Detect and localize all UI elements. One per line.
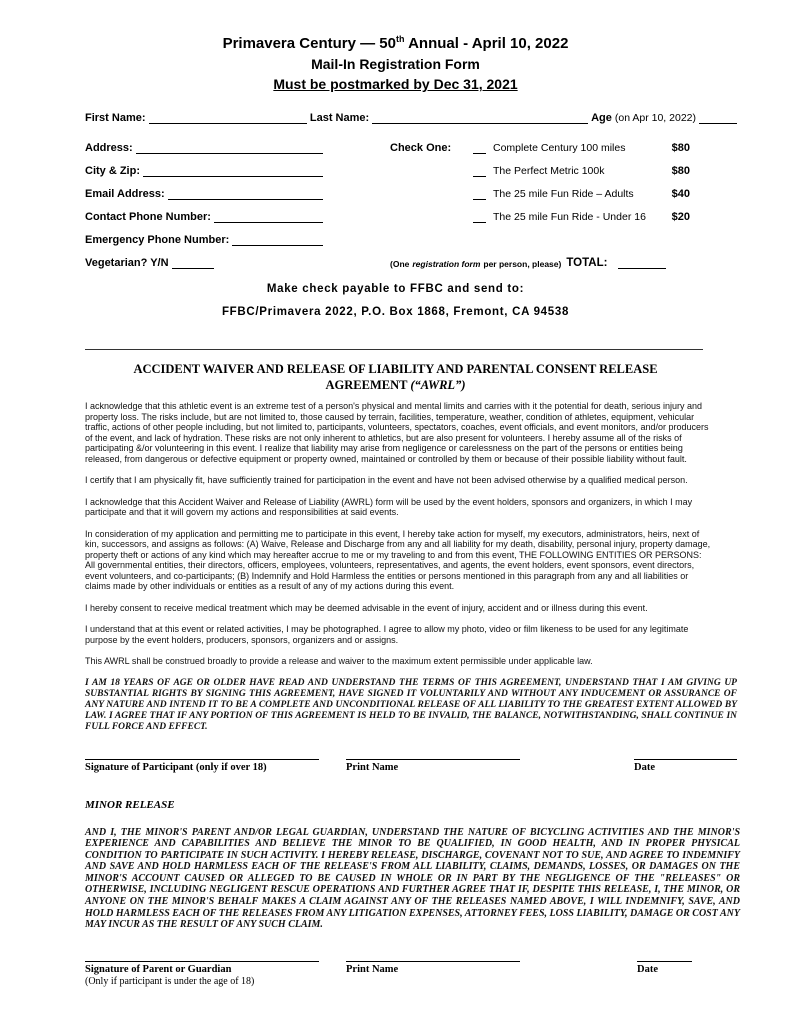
first-name-line: [149, 111, 307, 124]
guardian-signature-label: Signature of Parent or Guardian: [85, 963, 232, 975]
vegetarian-line: [172, 256, 214, 269]
age-label: Age: [591, 112, 612, 124]
one-form-note-italic: registration form: [412, 259, 481, 269]
contact-phone-label: Contact Phone Number:: [85, 211, 211, 223]
last-name-line: [372, 111, 588, 124]
section-divider: [85, 349, 703, 350]
one-form-note-pre: (One: [390, 259, 410, 269]
ride-option-fun-adults: [390, 188, 690, 200]
check-payable-line: Make check payable to FFBC and send to:: [266, 283, 525, 295]
form-subtitle: Mail-In Registration Form: [311, 56, 480, 72]
name-age-row: [85, 111, 737, 124]
form-grid: [85, 131, 690, 269]
postmark-deadline: Must be postmarked by Dec 31, 2021: [273, 76, 518, 92]
metric-option-label: The Perfect Metric 100k: [493, 165, 605, 177]
participant-signature-block: [85, 759, 319, 773]
age-note: (on Apr 10, 2022): [614, 112, 696, 124]
participant-date-label: Date: [634, 761, 655, 773]
century-option-label: Complete Century 100 miles: [493, 142, 626, 154]
metric-checkbox-line: [473, 166, 486, 177]
email-line: [168, 187, 323, 200]
guardian-signature-row: [85, 961, 737, 987]
vegetarian-label: Vegetarian? Y/N: [85, 257, 169, 269]
waiver-title-awrl: (“AWRL”): [410, 378, 466, 392]
fun-adults-checkbox-line: [473, 189, 486, 200]
fun-under16-price: $20: [671, 211, 690, 223]
last-name-label: Last Name:: [309, 112, 370, 124]
ride-option-century: [390, 142, 690, 154]
check-one-label: Check One:: [390, 142, 452, 154]
fun-adults-price: $40: [671, 188, 690, 200]
metric-price: $80: [671, 165, 690, 177]
mailing-address-line: FFBC/Primavera 2022, P.O. Box 1868, Fremont, CA 94538: [221, 306, 570, 318]
city-zip-label: City & Zip:: [85, 165, 140, 177]
waiver-paragraph-3: I acknowledge that this Accident Waiver and Release of Liability (AWRL) form will be used by the event holders, sponsors and organizers, in which I may participate and that it will govern my actions and responsibilities at said events.: [85, 496, 693, 517]
minor-release-paragraph: AND I, THE MINOR'S PARENT AND/OR LEGAL GUARDIAN, UNDERSTAND THE NATURE OF BICYCLING ACTIVITIES AND THE MINOR'S EXPERIENCE AND CAPABILITIES AND BELIEVE THE MINOR TO BE QUALIFIED, IN GOOD HEALTH, AND IN PROPER PHYSICAL CONDITION TO PARTICIPATE IN SUCH ACTIVITY. I HEREBY RELEASE, DISCHARGE, COVENANT NOT TO SUE, AND AGREE TO INDEMNIFY AND SAVE AND HOLD HARMLESS EACH OF THE RELEASE'S FROM ALL LIABILITY, CLAIMS, DEMANDS, LOSSES, OR DAMAGES ON THE MINOR'S ACCOUNT CAUSED OR ALLEGED TO BE CAUSED IN WHOLE OR IN PART BY THE NEGLIGENCE OF THE "RELEASES" OR OTHERWISE, INCLUDING NEGLIGENT RESCUE OPERATIONS AND FURTHER AGREE THAT IF, DESPITE THIS RELEASE, I, THE MINOR, OR ANYONE ON THE MINOR'S BEHALF MAKES A CLAIM AGAINST ANY OF THE RELEASES NAMED ABOVE, I WILL INDEMNIFY, SAVE, AND HOLD HARMLESS EACH OF THE RELEASES FROM ANY LITIGATION EXPENSES, ATTORNEY FEES, LOSS LIABILITY, DAMAGE OR COST ANY MAY INCUR AS THE RESULT OF ANY SUCH CLAIM.: [85, 826, 740, 931]
city-zip-line: [143, 164, 323, 177]
one-form-note-post: per person, please): [483, 259, 562, 269]
form-header: [0, 0, 791, 93]
emergency-phone-label: Emergency Phone Number:: [85, 234, 230, 246]
contact-phone-line: [214, 210, 323, 223]
participant-print-name-block: [346, 759, 520, 773]
participant-date-block: [634, 759, 737, 773]
contact-phone-field: [85, 210, 323, 223]
ride-option-metric: [390, 165, 690, 177]
ride-option-fun-under16: [390, 211, 690, 223]
guardian-date-label: Date: [637, 963, 658, 975]
guardian-signature-block: [85, 961, 319, 987]
guardian-print-name-label: Print Name: [346, 963, 399, 975]
first-name-label: First Name:: [85, 112, 146, 124]
fun-adults-option-label: The 25 mile Fun Ride – Adults: [493, 188, 634, 200]
address-label: Address:: [85, 142, 133, 154]
total-row: [390, 256, 690, 269]
guardian-signature-note: (Only if participant is under the age of 18): [85, 975, 255, 987]
century-checkbox-line: [473, 143, 486, 154]
vegetarian-field: [85, 256, 323, 269]
waiver-title: [96, 361, 696, 393]
email-field: [85, 187, 323, 200]
waiver-title-main: ACCIDENT WAIVER AND RELEASE OF LIABILITY AND PARENTAL CONSENT RELEASE AGREEMENT: [133, 362, 658, 392]
emergency-phone-line: [232, 233, 323, 246]
century-price: $80: [671, 142, 690, 154]
email-label: Email Address:: [85, 188, 165, 200]
city-zip-field: [85, 164, 323, 177]
waiver-paragraph-2: I certify that I am physically fit, have sufficiently trained for participation in the event and have not been advised otherwise by a qualified medical person.: [85, 475, 688, 485]
guardian-date-block: [637, 961, 692, 987]
waiver-paragraph-1: I acknowledge that this athletic event is an extreme test of a person's physical and mental limits and carries with it the potential for death, serious injury and property loss. The risks include, but are not limited to, those caused by terrain, facilities, temperature, weather, condition of athletes, equipment, vehicular traffic, actions of other people including, but not limited to, participants, volunteers, spectators, coaches, event officials, and event monitors, and/or producers of the event, and lack of hydration. These risks are not only inherent to athletics, but are also present for volunteers. I hereby assume all of the risks of participating &/or volunteering in this event. I realize that liability may arise from negligence or carelessness on the part of the persons or entities being released, from dangerous or defective equipment or property owned, maintained or controlled by them or because of their possible liability without fault.: [85, 401, 709, 464]
event-title-suffix: Annual - April 10, 2022: [404, 35, 569, 52]
guardian-print-name-block: [346, 961, 520, 987]
fun-under16-checkbox-line: [473, 212, 486, 223]
address-field: [85, 141, 323, 154]
waiver-paragraph-6: I understand that at this event or related activities, I may be photographed. I agree to allow my photo, video or film likeness to be used for any legitimate purpose by the event holders, producers, sponsors, organizers and or assigns.: [85, 624, 689, 645]
fun-under16-option-label: The 25 mile Fun Ride - Under 16: [493, 211, 646, 223]
address-line: [136, 141, 323, 154]
waiver-paragraph-4: In consideration of my application and permitting me to participate in this event, I hereby take action for myself, my executors, administrators, heirs, next of kin, successors, and assigns as follows: (A) Waive, Release and Discharge from any and all liability for my death, disability, personal injury, property damage, property theft or actions of any kind which may hereafter accrue to me or my traveling to and from this event, THE FOLLOWING ENTITIES OR PERSONS: All governmental entities, their directors, officers, employees, volunteers, representatives, and agents, the event holders, event sponsors, event directors, event volunteers, and co-participants; (B) Indemnify and Hold Harmless the entities or persons mentioned in this paragraph from any and all liabilities or claims made by other individuals or entities as a result of any of my actions during this event.: [85, 528, 711, 591]
waiver-paragraph-5: I hereby consent to receive medical treatment which may be deemed advisable in the event of injury, accident and or illness during this event.: [85, 602, 648, 613]
age-line: [699, 111, 737, 124]
participant-print-name-label: Print Name: [346, 761, 399, 773]
adult-affirmation-paragraph: I AM 18 YEARS OF AGE OR OLDER HAVE READ AND UNDERSTAND THE TERMS OF THIS AGREEMENT, UNDERSTAND THAT I AM GIVING UP SUBSTANTIAL RIGHTS BY SIGNING THIS AGREEMENT, HAVE SIGNED IT VOLUNTARILY AND WITHOUT ANY INDUCEMENT OR ASSURANCE OF ANY NATURE AND INTEND IT TO BE A COMPLETE AND UNCONDITIONAL RELEASE OF ALL LIABILITY TO THE GREATEST EXTENT ALLOWED BY LAW. I AGREE THAT IF ANY PORTION OF THIS AGREEMENT IS HELD TO BE INVALID, THE BALANCE, NOTWITHSTANDING, SHALL CONTINUE IN FULL FORCE AND EFFECT.: [85, 677, 737, 732]
participant-signature-row: [85, 759, 737, 773]
minor-release-heading: MINOR RELEASE: [85, 798, 175, 811]
event-title: [0, 30, 791, 53]
total-line: [618, 256, 666, 269]
ordinal-superscript: th: [395, 34, 405, 44]
participant-signature-label: Signature of Participant (only if over 18): [85, 761, 267, 773]
waiver-paragraph-7: This AWRL shall be construed broadly to provide a release and waiver to the maximum extent permissible under applicable law.: [85, 656, 593, 666]
event-title-text: Primavera Century — 50: [222, 35, 396, 52]
total-label: TOTAL:: [566, 257, 608, 269]
waiver-body: [85, 401, 713, 667]
emergency-phone-field: [85, 233, 323, 246]
